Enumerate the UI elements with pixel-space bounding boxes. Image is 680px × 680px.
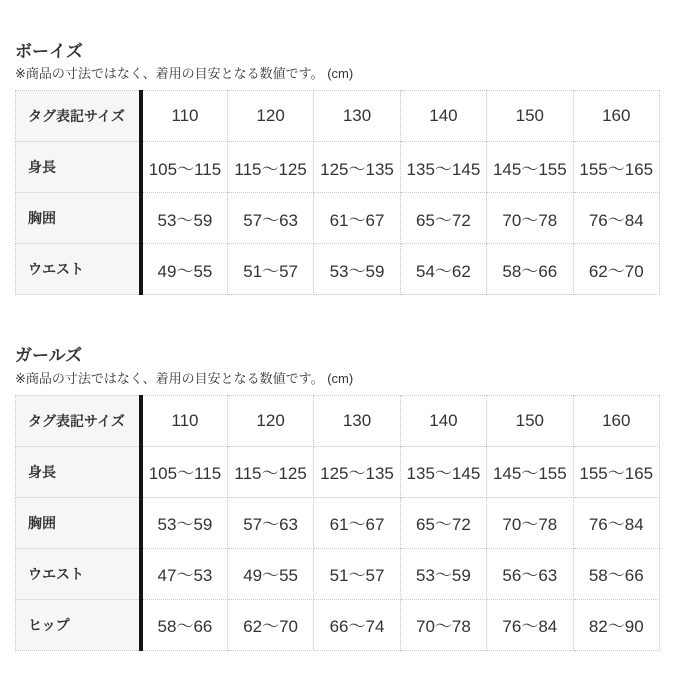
measurement-value-cell: 57〜63 xyxy=(227,497,313,548)
measurement-value-cell: 145〜155 xyxy=(487,142,573,193)
measurement-value-cell: 53〜59 xyxy=(141,497,227,548)
boys-section xyxy=(15,42,664,295)
measurement-value-cell: 105〜115 xyxy=(141,142,227,193)
girls-size-table xyxy=(15,395,660,651)
measurement-value-cell: 105〜115 xyxy=(141,446,227,497)
measurement-value-cell: 135〜145 xyxy=(400,142,486,193)
size-header-cell: 160 xyxy=(573,91,659,142)
table-row xyxy=(16,497,660,548)
measurement-value-cell: 125〜135 xyxy=(314,446,400,497)
measurement-value-cell: 115〜125 xyxy=(227,142,313,193)
size-header-cell: 120 xyxy=(227,91,313,142)
measurement-value-cell: 70〜78 xyxy=(487,497,573,548)
size-header-cell: 130 xyxy=(314,91,400,142)
measurement-value-cell: 56〜63 xyxy=(487,548,573,599)
measurement-value-cell: 65〜72 xyxy=(400,193,486,244)
girls-section xyxy=(15,346,664,650)
measurement-value-cell: 53〜59 xyxy=(141,193,227,244)
size-header-row xyxy=(16,395,660,446)
size-header-row xyxy=(16,91,660,142)
row-label-cell: ウエスト xyxy=(16,244,142,295)
girls-measurement-note: ※商品の寸法ではなく、着用の目安となる数値です。 (cm) xyxy=(15,370,354,386)
measurement-value-cell: 76〜84 xyxy=(487,599,573,650)
girls-section-title: ガールズ xyxy=(15,346,83,366)
measurement-value-cell: 58〜66 xyxy=(487,244,573,295)
measurement-value-cell: 155〜165 xyxy=(573,142,659,193)
row-label-cell: 身長 xyxy=(16,142,142,193)
measurement-value-cell: 54〜62 xyxy=(400,244,486,295)
tag-size-label-cell: タグ表記サイズ xyxy=(16,91,142,142)
table-row xyxy=(16,599,660,650)
table-row xyxy=(16,142,660,193)
size-header-cell: 140 xyxy=(400,395,486,446)
size-header-cell: 110 xyxy=(141,91,227,142)
measurement-value-cell: 47〜53 xyxy=(141,548,227,599)
measurement-value-cell: 51〜57 xyxy=(227,244,313,295)
measurement-value-cell: 76〜84 xyxy=(573,497,659,548)
measurement-value-cell: 65〜72 xyxy=(400,497,486,548)
table-row xyxy=(16,193,660,244)
row-label-cell: 身長 xyxy=(16,446,142,497)
boys-size-table xyxy=(15,90,660,295)
row-label-cell: ウエスト xyxy=(16,548,142,599)
measurement-value-cell: 57〜63 xyxy=(227,193,313,244)
measurement-value-cell: 155〜165 xyxy=(573,446,659,497)
measurement-value-cell: 58〜66 xyxy=(573,548,659,599)
measurement-value-cell: 58〜66 xyxy=(141,599,227,650)
measurement-value-cell: 70〜78 xyxy=(400,599,486,650)
measurement-value-cell: 62〜70 xyxy=(573,244,659,295)
size-header-cell: 110 xyxy=(141,395,227,446)
measurement-value-cell: 125〜135 xyxy=(314,142,400,193)
table-row xyxy=(16,446,660,497)
size-header-cell: 150 xyxy=(487,395,573,446)
table-row xyxy=(16,548,660,599)
measurement-value-cell: 61〜67 xyxy=(314,497,400,548)
row-label-cell: 胸囲 xyxy=(16,193,142,244)
measurement-value-cell: 70〜78 xyxy=(487,193,573,244)
measurement-value-cell: 49〜55 xyxy=(141,244,227,295)
size-header-cell: 130 xyxy=(314,395,400,446)
boys-measurement-note: ※商品の寸法ではなく、着用の目安となる数値です。 (cm) xyxy=(15,66,354,82)
measurement-value-cell: 62〜70 xyxy=(227,599,313,650)
measurement-value-cell: 115〜125 xyxy=(227,446,313,497)
size-header-cell: 120 xyxy=(227,395,313,446)
measurement-value-cell: 145〜155 xyxy=(487,446,573,497)
measurement-value-cell: 53〜59 xyxy=(314,244,400,295)
measurement-value-cell: 66〜74 xyxy=(314,599,400,650)
measurement-value-cell: 61〜67 xyxy=(314,193,400,244)
measurement-value-cell: 49〜55 xyxy=(227,548,313,599)
measurement-value-cell: 135〜145 xyxy=(400,446,486,497)
tag-size-label-cell: タグ表記サイズ xyxy=(16,395,142,446)
table-row xyxy=(16,244,660,295)
boys-section-title: ボーイズ xyxy=(15,42,83,61)
measurement-value-cell: 82〜90 xyxy=(573,599,659,650)
size-header-cell: 160 xyxy=(573,395,659,446)
size-header-cell: 150 xyxy=(487,91,573,142)
row-label-cell: ヒップ xyxy=(16,599,142,650)
measurement-value-cell: 51〜57 xyxy=(314,548,400,599)
measurement-value-cell: 76〜84 xyxy=(573,193,659,244)
measurement-value-cell: 53〜59 xyxy=(400,548,486,599)
size-header-cell: 140 xyxy=(400,91,486,142)
row-label-cell: 胸囲 xyxy=(16,497,142,548)
